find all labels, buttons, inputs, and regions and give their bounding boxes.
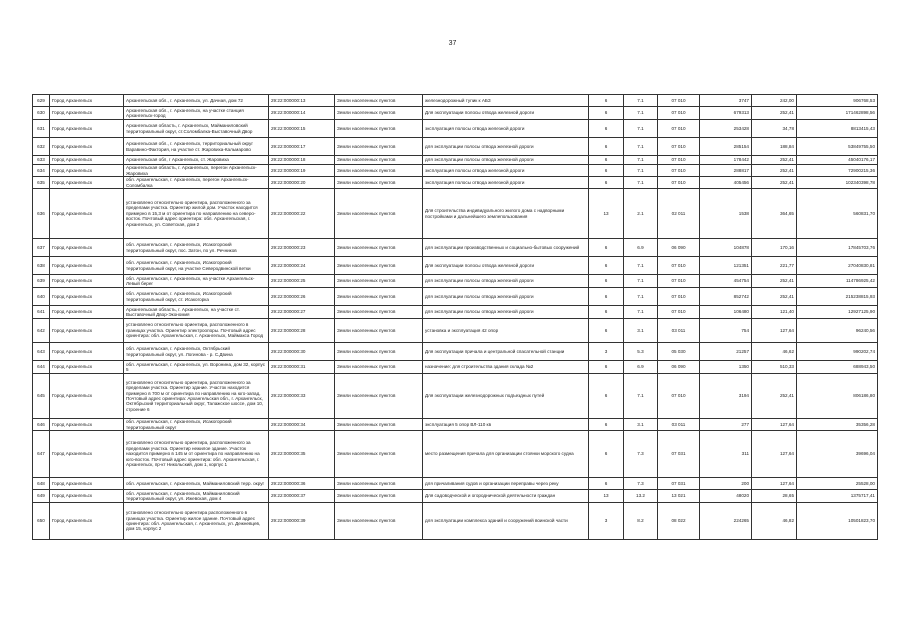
permitted-use-cell: для эксплуатации полосы отвода железной дороги bbox=[423, 306, 589, 319]
group-cell: 6 bbox=[589, 95, 624, 107]
cadastral-value-cell: 17845703,76 bbox=[797, 239, 878, 257]
specific-value-cell: 127,64 bbox=[752, 478, 797, 490]
area-cell: 405456 bbox=[700, 177, 752, 189]
area-cell: 224265 bbox=[700, 503, 752, 540]
specific-value-cell: 242,00 bbox=[752, 95, 797, 107]
group-cell: 6 bbox=[589, 165, 624, 177]
land-category-cell: Земли населенных пунктов bbox=[335, 306, 423, 319]
table-body bbox=[33, 95, 878, 540]
area-cell: 104878 bbox=[700, 239, 752, 257]
cadastral-number-cell: 29:22:000000:13 bbox=[269, 95, 335, 107]
group-cell: 6 bbox=[589, 156, 624, 165]
specific-value-cell: 252,41 bbox=[752, 107, 797, 120]
land-category-cell: Земли населенных пунктов bbox=[335, 107, 423, 120]
cadastral-value-cell: 35356,28 bbox=[797, 419, 878, 431]
cadastral-number-cell: 29:22:000000:17 bbox=[269, 138, 335, 156]
address-cell: Архангельская обл., г. Архангельск, территориальный округ Варавино-Фактория, на участке ст. Жаровиха-Кальмарово bbox=[124, 138, 269, 156]
cadastral-value-cell: 688943,50 bbox=[797, 361, 878, 374]
permitted-use-cell: место размещения причала для организации стоянки морского судна bbox=[423, 431, 589, 478]
cadastral-value-cell: 53849755,50 bbox=[797, 138, 878, 156]
area-cell: 106480 bbox=[700, 306, 752, 319]
address-cell: обл. Архангельская, г. Архангельск, Исакогорский территориальный округ, пос. Затон, по ул. Речников bbox=[124, 239, 269, 257]
cadastral-number-cell: 29:22:000000:39 bbox=[269, 503, 335, 540]
municipality-cell: Город Архангельск bbox=[50, 288, 124, 306]
address-cell: установлено относительно ориентира, расположенного в границах участка. Ориентир электроопоры. Почтовый адрес ориентира: обл. Архангельская, г. Архангельск, Маймакса Город bbox=[124, 319, 269, 343]
specific-value-cell: 34,78 bbox=[752, 120, 797, 138]
use-code-cell: 07 010 bbox=[658, 107, 700, 120]
cadastral-number-cell: 29:22:000000:18 bbox=[269, 156, 335, 165]
area-cell: 21257 bbox=[700, 343, 752, 361]
address-cell: Архангельская область, г. Архангельск, Майманиловский территориальный округ, ст.Соломбалка-Выставочный Двор bbox=[124, 120, 269, 138]
row-number: 629 bbox=[33, 95, 50, 107]
cadastral-number-cell: 29:22:000000:22 bbox=[269, 189, 335, 239]
address-cell: обл. Архангельская, г. Архангельск, Исакогорский территориальный округ, на участке Северодвинской ветки bbox=[124, 257, 269, 275]
cadastral-value-cell: 806186,80 bbox=[797, 374, 878, 419]
land-category-cell: Земли населенных пунктов bbox=[335, 490, 423, 503]
row-number: 644 bbox=[33, 361, 50, 374]
use-code-cell: 07 010 bbox=[658, 288, 700, 306]
permitted-use-cell: для причаливания судов и организации переправы через реку bbox=[423, 478, 589, 490]
use-code-cell: 07 010 bbox=[658, 275, 700, 288]
type-code-cell: 7.1 bbox=[624, 156, 658, 165]
specific-value-cell: 252,41 bbox=[752, 156, 797, 165]
cadastral-number-cell: 29:22:000000:30 bbox=[269, 343, 335, 361]
use-code-cell: 07 010 bbox=[658, 95, 700, 107]
land-category-cell: Земли населенных пунктов bbox=[335, 419, 423, 431]
table-row bbox=[33, 177, 878, 189]
area-cell: 178442 bbox=[700, 156, 752, 165]
cadastral-number-cell: 29:22:000000:34 bbox=[269, 419, 335, 431]
cadastral-number-cell: 29:22:000000:20 bbox=[269, 177, 335, 189]
use-code-cell: 07 010 bbox=[658, 120, 700, 138]
group-cell: 6 bbox=[589, 478, 624, 490]
land-category-cell: Земли населенных пунктов bbox=[335, 361, 423, 374]
type-code-cell: 7.1 bbox=[624, 257, 658, 275]
land-category-cell: Земли населенных пунктов bbox=[335, 374, 423, 419]
land-category-cell: Земли населенных пунктов bbox=[335, 120, 423, 138]
table-row bbox=[33, 189, 878, 239]
permitted-use-cell: установка и эксплуатация 42 опор bbox=[423, 319, 589, 343]
municipality-cell: Город Архангельск bbox=[50, 306, 124, 319]
cadastral-value-cell: 114786925,42 bbox=[797, 275, 878, 288]
area-cell: 121351 bbox=[700, 257, 752, 275]
cadastral-number-cell: 29:22:000000:19 bbox=[269, 165, 335, 177]
specific-value-cell: 46,82 bbox=[752, 503, 797, 540]
permitted-use-cell: железнодорожный тупик к АБЗ bbox=[423, 95, 589, 107]
type-code-cell: 13.2 bbox=[624, 490, 658, 503]
land-category-cell: Земли населенных пунктов bbox=[335, 431, 423, 478]
cadastral-number-cell: 29:22:000000:36 bbox=[269, 478, 335, 490]
group-cell: 6 bbox=[589, 319, 624, 343]
address-cell: Архангельская обл., г. Архангельск, на участке станция Архангельск-город bbox=[124, 107, 269, 120]
type-code-cell: 6.9 bbox=[624, 239, 658, 257]
specific-value-cell: 127,64 bbox=[752, 431, 797, 478]
address-cell: Архангельская область, г. Архангельск, на участке ст. Выставочный Двор-Экономия bbox=[124, 306, 269, 319]
type-code-cell: 7.1 bbox=[624, 275, 658, 288]
specific-value-cell: 127,64 bbox=[752, 319, 797, 343]
group-cell: 3 bbox=[589, 503, 624, 540]
table-row bbox=[33, 361, 878, 374]
use-code-cell: 05 030 bbox=[658, 343, 700, 361]
type-code-cell: 3.1 bbox=[624, 419, 658, 431]
table-row bbox=[33, 478, 878, 490]
group-cell: 13 bbox=[589, 189, 624, 239]
row-number: 640 bbox=[33, 288, 50, 306]
table-row bbox=[33, 343, 878, 361]
land-category-cell: Земли населенных пунктов bbox=[335, 478, 423, 490]
use-code-cell: 06 090 bbox=[658, 239, 700, 257]
address-cell: Архангельская обл., г. Архангельск, ул. Дачная, дом 72 bbox=[124, 95, 269, 107]
cadastral-number-cell: 29:22:000000:33 bbox=[269, 374, 335, 419]
cadastral-value-cell: 72900215,36 bbox=[797, 165, 878, 177]
table-row bbox=[33, 306, 878, 319]
permitted-use-cell: Для эксплуатации полосы отвода железной дороги bbox=[423, 107, 589, 120]
row-number: 645 bbox=[33, 374, 50, 419]
area-cell: 253428 bbox=[700, 120, 752, 138]
permitted-use-cell: Для эксплуатации железнодорожных подъездных путей bbox=[423, 374, 589, 419]
use-code-cell: 06 090 bbox=[658, 361, 700, 374]
land-category-cell: Земли населенных пунктов bbox=[335, 189, 423, 239]
group-cell: 6 bbox=[589, 257, 624, 275]
row-number: 641 bbox=[33, 306, 50, 319]
land-category-cell: Земли населенных пунктов bbox=[335, 95, 423, 107]
type-code-cell: 7.1 bbox=[624, 138, 658, 156]
cadastral-value-cell: 10501823,70 bbox=[797, 503, 878, 540]
cadastral-number-cell: 29:22:000000:24 bbox=[269, 257, 335, 275]
municipality-cell: Город Архангельск bbox=[50, 165, 124, 177]
address-cell: обл. Архангельская, г. Архангельск, ул. Воронина, дом 32, корпус 5 bbox=[124, 361, 269, 374]
group-cell: 6 bbox=[589, 138, 624, 156]
address-cell: установлено относительно ориентира, расположенного за пределами участка. Ориентир нежилое здание. Участок находится примерно в 145 м от ориентира по направлению на юго-восток. Почтовый адрес ориентира: обл. Архангельская, г. Архангельск, пр-кт Никольский, дом 1, корпус 1 bbox=[124, 431, 269, 478]
permitted-use-cell: эксплуатация полосы отвода железной дороги bbox=[423, 165, 589, 177]
type-code-cell: 8.2 bbox=[624, 503, 658, 540]
group-cell: 6 bbox=[589, 239, 624, 257]
permitted-use-cell: Для эксплуатации причала и центральной спасательной станции bbox=[423, 343, 589, 361]
permitted-use-cell: для эксплуатации комплекса зданий и сооружений воинской части bbox=[423, 503, 589, 540]
use-code-cell: 07 010 bbox=[658, 156, 700, 165]
address-cell: обл. Архангельская, г. Архангельск, Октябрьский территориальный округ, ул. Логинова - р. С.Двина bbox=[124, 343, 269, 361]
use-code-cell: 07 010 bbox=[658, 138, 700, 156]
type-code-cell: 7.1 bbox=[624, 306, 658, 319]
use-code-cell: 13 021 bbox=[658, 490, 700, 503]
cadastral-value-cell: 25528,00 bbox=[797, 478, 878, 490]
area-cell: 285154 bbox=[700, 138, 752, 156]
table-row bbox=[33, 107, 878, 120]
address-cell: Архангельская область, г. Архангельск, перегон Архангельск-Жаровиха bbox=[124, 165, 269, 177]
cadastral-number-cell: 29:22:000000:14 bbox=[269, 107, 335, 120]
area-cell: 754 bbox=[700, 319, 752, 343]
row-number: 638 bbox=[33, 257, 50, 275]
table-row bbox=[33, 120, 878, 138]
group-cell: 6 bbox=[589, 306, 624, 319]
use-code-cell: 02 011 bbox=[658, 189, 700, 239]
row-number: 650 bbox=[33, 503, 50, 540]
address-cell: обл. Архангельская, г. Архангельск, Майманиловский терр. округ bbox=[124, 478, 269, 490]
land-category-cell: Земли населенных пунктов bbox=[335, 275, 423, 288]
use-code-cell: 07 031 bbox=[658, 431, 700, 478]
group-cell: 3 bbox=[589, 343, 624, 361]
area-cell: 311 bbox=[700, 431, 752, 478]
area-cell: 852742 bbox=[700, 288, 752, 306]
use-code-cell: 03 011 bbox=[658, 319, 700, 343]
specific-value-cell: 221,77 bbox=[752, 257, 797, 275]
table-row bbox=[33, 165, 878, 177]
address-cell: установлено относительно ориентира, расположенного за пределами участка. Ориентир здание. Участок находится примерно в 700 м от ориентира по направлению на юго-запад. Почтовый адрес ориентира: Архангельская обл., г. Архангельск, Октябрьский территориальный округ, Талажское шоссе, дом 10, строение 6 bbox=[124, 374, 269, 419]
type-code-cell: 3.1 bbox=[624, 319, 658, 343]
cadastral-number-cell: 29:22:000000:35 bbox=[269, 431, 335, 478]
row-number: 649 bbox=[33, 490, 50, 503]
land-category-cell: Земли населенных пунктов bbox=[335, 177, 423, 189]
address-cell: установлено относительно ориентира, расположенного за пределами участка. Ориентир жилой дом. Участок находится примерно в 15,3 м от ориентира по направлению на северо-восток. Почтовый адрес ориентира: обл. Архангельская, г. Архангельск, ул. Советская, дом 2 bbox=[124, 189, 269, 239]
specific-value-cell: 28,65 bbox=[752, 490, 797, 503]
municipality-cell: Город Архангельск bbox=[50, 177, 124, 189]
row-number: 633 bbox=[33, 156, 50, 165]
page-number: 37 bbox=[448, 40, 457, 47]
type-code-cell: 7.1 bbox=[624, 107, 658, 120]
municipality-cell: Город Архангельск bbox=[50, 503, 124, 540]
specific-value-cell: 188,84 bbox=[752, 138, 797, 156]
table-row bbox=[33, 257, 878, 275]
table-row bbox=[33, 490, 878, 503]
table-row bbox=[33, 431, 878, 478]
permitted-use-cell: Для садоводческой и огороднической деятельности граждан bbox=[423, 490, 589, 503]
type-code-cell: 7.1 bbox=[624, 177, 658, 189]
address-cell: обл. Архангельская, г. Архангельск, Исакогорский территориальный округ, ст. Исакогорка bbox=[124, 288, 269, 306]
cadastral-number-cell: 29:22:000000:25 bbox=[269, 275, 335, 288]
area-cell: 1538 bbox=[700, 189, 752, 239]
cadastral-value-cell: 27040830,81 bbox=[797, 257, 878, 275]
group-cell: 6 bbox=[589, 275, 624, 288]
use-code-cell: 08 022 bbox=[658, 503, 700, 540]
permitted-use-cell: эксплуатация полосы отвода железной дороги bbox=[423, 120, 589, 138]
table-row bbox=[33, 275, 878, 288]
row-number: 639 bbox=[33, 275, 50, 288]
municipality-cell: Город Архангельск bbox=[50, 189, 124, 239]
cadastral-value-cell: 96240,56 bbox=[797, 319, 878, 343]
permitted-use-cell: назначение: для строительства здания склада №2 bbox=[423, 361, 589, 374]
group-cell: 6 bbox=[589, 431, 624, 478]
row-number: 635 bbox=[33, 177, 50, 189]
cadastral-number-cell: 29:22:000000:26 bbox=[269, 288, 335, 306]
type-code-cell: 7.1 bbox=[624, 288, 658, 306]
specific-value-cell: 46,62 bbox=[752, 343, 797, 361]
use-code-cell: 07 010 bbox=[658, 374, 700, 419]
cadastral-value-cell: 171462898,56 bbox=[797, 107, 878, 120]
cadastral-number-cell: 29:22:000000:23 bbox=[269, 239, 335, 257]
group-cell: 13 bbox=[589, 490, 624, 503]
specific-value-cell: 252,41 bbox=[752, 165, 797, 177]
type-code-cell: 2.1 bbox=[624, 189, 658, 239]
land-category-cell: Земли населенных пунктов bbox=[335, 138, 423, 156]
group-cell: 6 bbox=[589, 374, 624, 419]
table-row bbox=[33, 319, 878, 343]
table-row bbox=[33, 288, 878, 306]
area-cell: 679313 bbox=[700, 107, 752, 120]
land-category-cell: Земли населенных пунктов bbox=[335, 319, 423, 343]
type-code-cell: 7.3 bbox=[624, 431, 658, 478]
row-number: 647 bbox=[33, 431, 50, 478]
specific-value-cell: 364,65 bbox=[752, 189, 797, 239]
group-cell: 6 bbox=[589, 177, 624, 189]
land-category-cell: Земли населенных пунктов bbox=[335, 239, 423, 257]
municipality-cell: Город Архангельск bbox=[50, 275, 124, 288]
cadastral-value-cell: 560831,70 bbox=[797, 189, 878, 239]
row-number: 646 bbox=[33, 419, 50, 431]
group-cell: 6 bbox=[589, 288, 624, 306]
specific-value-cell: 170,16 bbox=[752, 239, 797, 257]
use-code-cell: 07 010 bbox=[658, 165, 700, 177]
municipality-cell: Город Архангельск bbox=[50, 478, 124, 490]
table-row bbox=[33, 156, 878, 165]
area-cell: 3194 bbox=[700, 374, 752, 419]
municipality-cell: Город Архангельск bbox=[50, 138, 124, 156]
area-cell: 48020 bbox=[700, 490, 752, 503]
cadastral-number-cell: 29:22:000000:15 bbox=[269, 120, 335, 138]
address-cell: обл. Архангельская, г. Архангельск, Майманиловский территориальный округ, ул. Ижевская, дом 4 bbox=[124, 490, 269, 503]
use-code-cell: 07 010 bbox=[658, 177, 700, 189]
row-number: 632 bbox=[33, 138, 50, 156]
municipality-cell: Город Архангельск bbox=[50, 107, 124, 120]
use-code-cell: 07 031 bbox=[658, 478, 700, 490]
municipality-cell: Город Архангельск bbox=[50, 361, 124, 374]
cadastral-value-cell: 39696,04 bbox=[797, 431, 878, 478]
row-number: 643 bbox=[33, 343, 50, 361]
municipality-cell: Город Архангельск bbox=[50, 431, 124, 478]
municipality-cell: Город Архангельск bbox=[50, 419, 124, 431]
type-code-cell: 5.3 bbox=[624, 343, 658, 361]
cadastral-number-cell: 29:22:000000:31 bbox=[269, 361, 335, 374]
municipality-cell: Город Архангельск bbox=[50, 257, 124, 275]
permitted-use-cell: для эксплуатации полосы отвода железной дороги bbox=[423, 275, 589, 288]
table-row bbox=[33, 239, 878, 257]
cadastral-number-cell: 29:22:000000:28 bbox=[269, 319, 335, 343]
municipality-cell: Город Архангельск bbox=[50, 95, 124, 107]
type-code-cell: 7.1 bbox=[624, 165, 658, 177]
type-code-cell: 7.1 bbox=[624, 95, 658, 107]
specific-value-cell: 252,41 bbox=[752, 288, 797, 306]
cadastral-value-cell: 990202,74 bbox=[797, 343, 878, 361]
land-category-cell: Земли населенных пунктов bbox=[335, 503, 423, 540]
municipality-cell: Город Архангельск bbox=[50, 490, 124, 503]
group-cell: 6 bbox=[589, 361, 624, 374]
row-number: 642 bbox=[33, 319, 50, 343]
area-cell: 3747 bbox=[700, 95, 752, 107]
cadastral-value-cell: 102340398,78 bbox=[797, 177, 878, 189]
table-row bbox=[33, 138, 878, 156]
area-cell: 200 bbox=[700, 478, 752, 490]
group-cell: 6 bbox=[589, 419, 624, 431]
address-cell: установлено относительно ориентира расположенного в границах участка. Ориентир жилое здание. Почтовый адрес ориентира: обл. Архангельская, г. Архангельск, ул. Дежневцев, дом 15, корпус 2 bbox=[124, 503, 269, 540]
use-code-cell: 07 010 bbox=[658, 257, 700, 275]
type-code-cell: 6.9 bbox=[624, 361, 658, 374]
specific-value-cell: 127,64 bbox=[752, 419, 797, 431]
cadastral-value-cell: 12927125,90 bbox=[797, 306, 878, 319]
permitted-use-cell: для эксплуатации полосы отвода железной дороги bbox=[423, 288, 589, 306]
cadastral-value-cell: 8813415,43 bbox=[797, 120, 878, 138]
specific-value-cell: 252,41 bbox=[752, 374, 797, 419]
use-code-cell: 03 011 bbox=[658, 419, 700, 431]
municipality-cell: Город Архангельск bbox=[50, 156, 124, 165]
area-cell: 277 bbox=[700, 419, 752, 431]
type-code-cell: 7.3 bbox=[624, 478, 658, 490]
cadastral-value-cell: 906768,53 bbox=[797, 95, 878, 107]
permitted-use-cell: для эксплуатации полосы отвода железной дороги bbox=[423, 138, 589, 156]
table-row bbox=[33, 374, 878, 419]
municipality-cell: Город Архангельск bbox=[50, 374, 124, 419]
permitted-use-cell: эксплуатация 5 опор ВЛ-110 кв bbox=[423, 419, 589, 431]
table-row bbox=[33, 95, 878, 107]
land-category-cell: Земли населенных пунктов bbox=[335, 257, 423, 275]
specific-value-cell: 252,41 bbox=[752, 275, 797, 288]
land-category-cell: Земли населенных пунктов bbox=[335, 343, 423, 361]
specific-value-cell: 252,41 bbox=[752, 177, 797, 189]
cadastral-value-cell: 45040176,17 bbox=[797, 156, 878, 165]
permitted-use-cell: Для эксплуатации полосы отвода железной дороги bbox=[423, 257, 589, 275]
specific-value-cell: 121,40 bbox=[752, 306, 797, 319]
cadastral-number-cell: 29:22:000000:37 bbox=[269, 490, 335, 503]
table-row bbox=[33, 503, 878, 540]
group-cell: 6 bbox=[589, 107, 624, 120]
type-code-cell: 7.1 bbox=[624, 120, 658, 138]
permitted-use-cell: эксплуатация полосы отвода железной дороги bbox=[423, 177, 589, 189]
row-number: 637 bbox=[33, 239, 50, 257]
land-category-cell: Земли населенных пунктов bbox=[335, 156, 423, 165]
area-cell: 454754 bbox=[700, 275, 752, 288]
specific-value-cell: 510,33 bbox=[752, 361, 797, 374]
land-category-cell: Земли населенных пунктов bbox=[335, 165, 423, 177]
row-number: 631 bbox=[33, 120, 50, 138]
cadastral-value-cell: 215238815,93 bbox=[797, 288, 878, 306]
cadastral-table bbox=[32, 94, 878, 540]
permitted-use-cell: для эксплуатации производственных и социально-бытовых сооружений bbox=[423, 239, 589, 257]
permitted-use-cell: Для строительства индивидуального жилого дома с надворными постройками и дальнейшего землепользования bbox=[423, 189, 589, 239]
table-row bbox=[33, 419, 878, 431]
row-number: 636 bbox=[33, 189, 50, 239]
area-cell: 288817 bbox=[700, 165, 752, 177]
group-cell: 6 bbox=[589, 120, 624, 138]
address-cell: обл. Архангельская, г. Архангельск, на участке Архангельск-Левый берег bbox=[124, 275, 269, 288]
area-cell: 1350 bbox=[700, 361, 752, 374]
cadastral-value-cell: 1375717,41 bbox=[797, 490, 878, 503]
permitted-use-cell: для эксплуатации полосы отвода железной дороги bbox=[423, 156, 589, 165]
municipality-cell: Город Архангельск bbox=[50, 239, 124, 257]
municipality-cell: Город Архангельск bbox=[50, 343, 124, 361]
row-number: 634 bbox=[33, 165, 50, 177]
address-cell: обл. Архангельская, г. Архангельск, Исакогорский территориальный округ bbox=[124, 419, 269, 431]
use-code-cell: 07 010 bbox=[658, 306, 700, 319]
land-category-cell: Земли населенных пунктов bbox=[335, 288, 423, 306]
row-number: 648 bbox=[33, 478, 50, 490]
type-code-cell: 7.1 bbox=[624, 374, 658, 419]
row-number: 630 bbox=[33, 107, 50, 120]
address-cell: обл. Архангельская, г. Архангельск, перегон Архангельск-Соломбалка bbox=[124, 177, 269, 189]
cadastral-number-cell: 29:22:000000:27 bbox=[269, 306, 335, 319]
address-cell: Архангельская обл, г Архангельск, ст. Жаровиха bbox=[124, 156, 269, 165]
municipality-cell: Город Архангельск bbox=[50, 120, 124, 138]
municipality-cell: Город Архангельск bbox=[50, 319, 124, 343]
